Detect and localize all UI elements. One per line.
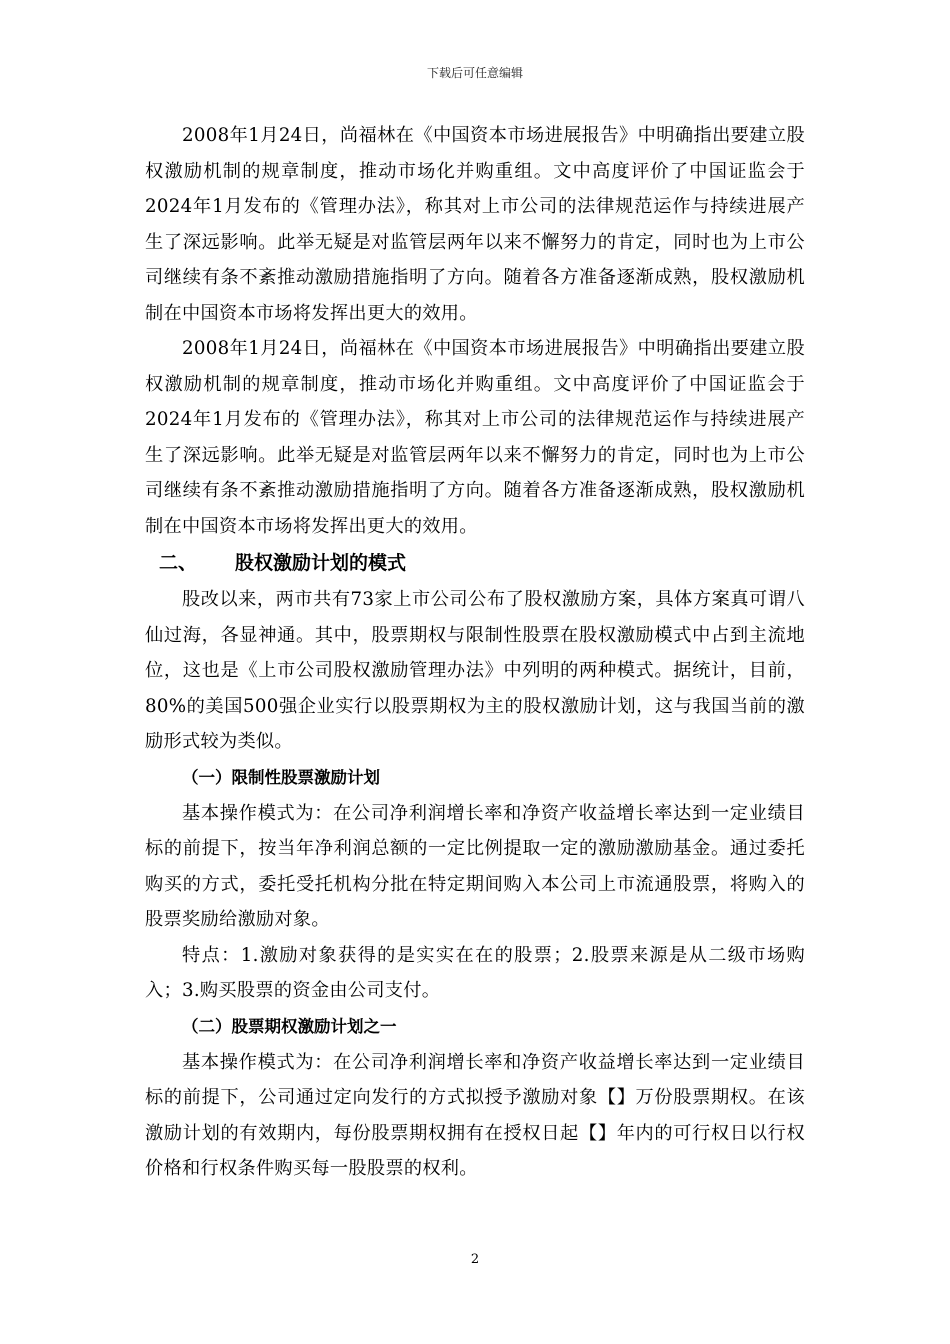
paragraph: 2008年1月24日，尚福林在《中国资本市场进展报告》中明确指出要建立股权激励机制的规章制度，推动市场化并购重组。文中高度评价了中国证监会于2024年1月发布的《管理办法》，称其对上市公司的法律规范运作与持续进展产生了深远影响。此举无疑是对监管层两年以来不懈努力的肯定，同时也为上市公司继续有条不紊推动激励措施指明了方向。随着各方准备逐渐成熟，股权激励机制在中国资本市场将发挥出更大的效用。 — [145, 338, 805, 537]
paragraph: 基本操作模式为：在公司净利润增长率和净资产收益增长率达到一定业绩目标的前提下，按当年净利润总额的一定比例提取一定的激励激励基金。通过委托购买的方式，委托受托机构分批在特定期间购入本公司上市流通股票，将购入的股票奖励给激励对象。 — [145, 802, 805, 930]
paragraph: 股改以来，两市共有73家上市公司公布了股权激励方案，具体方案真可谓八仙过海，各显神通。其中，股票期权与限制性股票在股权激励模式中占到主流地位，这也是《上市公司股权激励管理办法》中列明的两种模式。据统计，目前，80%的美国500强企业实行以股票期权为主的股权激励计划，这与我国当前的激励形式较为类似。 — [145, 589, 805, 752]
page-number: 2 — [470, 1252, 480, 1267]
subsection-heading: （二）股票期权激励计划之一 — [182, 1016, 397, 1036]
paragraph: 特点：1.激励对象获得的是实实在在的股票；2.股票来源是从二级市场购入；3.购买股票的资金由公司支付。 — [145, 944, 805, 1001]
paragraph: 基本操作模式为：在公司净利润增长率和净资产收益增长率达到一定业绩目标的前提下，公司通过定向发行的方式拟授予激励对象【】万份股票期权。在该激励计划的有效期内，每份股票期权拥有在授权日起【】年内的可行权日以行权价格和行权条件购买每一股股票的权利。 — [145, 1051, 805, 1179]
paragraph: 2008年1月24日，尚福林在《中国资本市场进展报告》中明确指出要建立股权激励机制的规章制度，推动市场化并购重组。文中高度评价了中国证监会于2024年1月发布的《管理办法》，称其对上市公司的法律规范运作与持续进展产生了深远影响。此举无疑是对监管层两年以来不懈努力的肯定，同时也为上市公司继续有条不紊推动激励措施指明了方向。随着各方准备逐渐成熟，股权激励机制在中国资本市场将发挥出更大的效用。 — [145, 125, 805, 324]
subsection-heading: （一）限制性股票激励计划 — [182, 767, 380, 787]
section-heading — [145, 544, 805, 582]
document-body — [145, 118, 805, 1187]
section-title: 股权激励计划的模式 — [235, 552, 407, 574]
page-header: 下载后可任意编辑 — [426, 66, 523, 80]
section-number: 二、 — [159, 552, 198, 574]
